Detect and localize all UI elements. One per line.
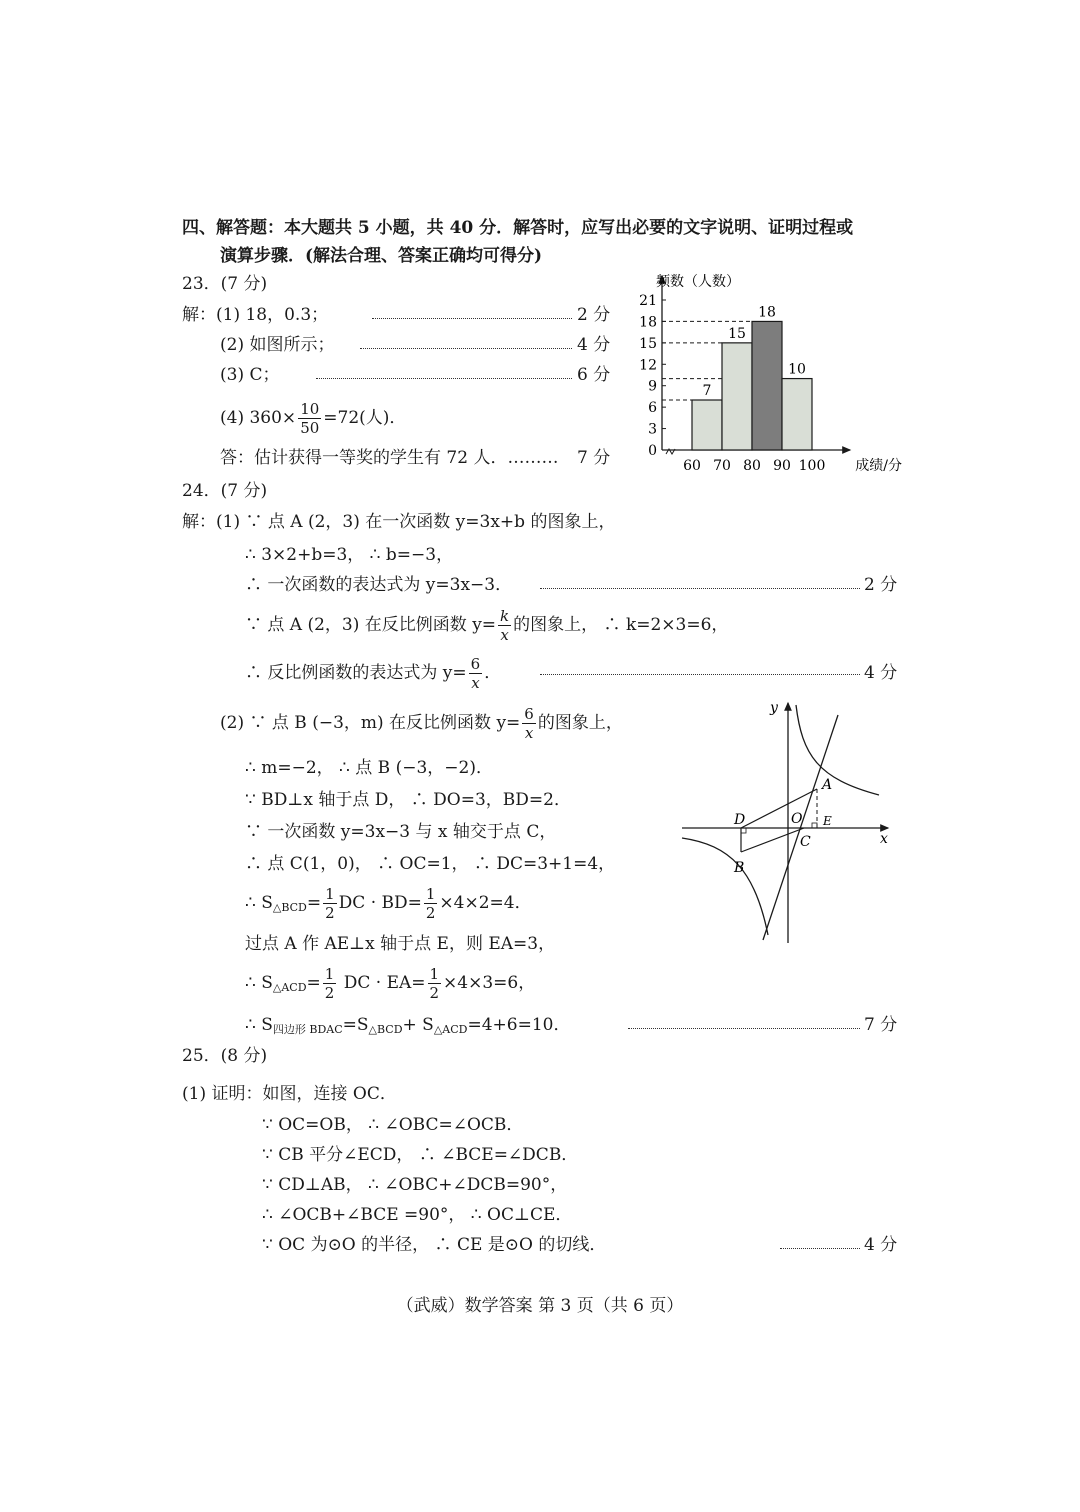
denominator: 50 [300, 419, 320, 437]
function-graph [670, 695, 900, 950]
q24-points-2: 4 分 [864, 663, 898, 683]
q23-points-4: 7 分 [577, 448, 611, 468]
page-footer: （武威）数学答案 第 3 页（共 6 页） [396, 1296, 684, 1316]
leader-dots [540, 588, 860, 589]
text: + S [402, 1015, 434, 1035]
text: ∴ S [245, 973, 273, 993]
segment-BC [741, 828, 804, 852]
q24-l4-pre: ∵ 点 A (2，3) 在反比例函数 y= [245, 615, 497, 635]
q24-line-14 [245, 1014, 570, 1041]
q24-line-8: ∵ BD⊥x 轴于点 D， ∴ DO=3，BD=2． [245, 790, 571, 810]
q24-line-1: 解：(1) ∵ 点 A (2，3) 在一次函数 y=3x+b 的图象上， [182, 512, 616, 532]
numerator: 10 [300, 400, 320, 418]
y-tick-label: 3 [648, 421, 657, 438]
q23-answer-3: (3) C； [220, 365, 280, 385]
section-heading-line2: 演算步骤．(解法合理、答案正确均可得分) [220, 246, 543, 266]
text: ×4×3=6， [443, 973, 536, 993]
denominator: 2 [324, 984, 335, 1002]
section-heading-line1: 四、解答题：本大题共 5 小题，共 40 分．解答时，应写出必要的文字说明、证明过程或 [182, 218, 854, 238]
y-axis-label: y [770, 700, 778, 716]
histogram-bar [782, 379, 812, 450]
hyperbola-branch-lower [682, 838, 768, 935]
q24-points-3: 7 分 [864, 1015, 898, 1035]
denominator: 2 [425, 904, 436, 922]
subscript: △ACD [433, 1023, 468, 1036]
histogram-bar [752, 321, 782, 450]
fraction [498, 607, 511, 644]
q25-line-2: ∵ OC=OB， ∴ ∠OBC=∠OCB． [262, 1115, 524, 1135]
q24-line-3: ∴ 一次函数的表达式为 y=3x−3． [245, 575, 513, 595]
q24-line-10: ∴ 点 C(1，0)， ∴ OC=1， ∴ DC=3+1=4， [245, 854, 616, 874]
q23-conclusion: 答：估计获得一等奖的学生有 72 人．……… [220, 448, 559, 468]
point-A-label: A [822, 777, 833, 793]
text: DC · EA= [338, 973, 426, 993]
denominator: x [500, 626, 509, 644]
numerator: 1 [425, 885, 436, 903]
leader-dots [540, 674, 860, 675]
denominator: 2 [429, 984, 440, 1002]
q24-l5-pre: ∴ 反比例函数的表达式为 y= [245, 663, 467, 683]
numerator: 1 [429, 965, 440, 983]
q25-points-1: 4 分 [864, 1235, 898, 1255]
text: DC · BD= [338, 893, 422, 913]
q24-line-9: ∵ 一次函数 y=3x−3 与 x 轴交于点 C， [245, 822, 557, 842]
x-tick-label: 90 [773, 458, 791, 474]
x-tick-label: 80 [743, 458, 761, 474]
numerator: 1 [324, 965, 335, 983]
point-B-label: B [734, 860, 745, 876]
fraction [323, 965, 337, 1002]
subscript: △BCD [272, 901, 307, 914]
text: =4+6=10． [467, 1015, 571, 1035]
numerator: 6 [524, 705, 534, 723]
subscript: 四边形 BDAC [272, 1023, 343, 1036]
leader-dots [316, 378, 572, 379]
leader-dots [628, 1028, 860, 1029]
q23-points-2: 4 分 [577, 335, 611, 355]
q25-line-5: ∴ ∠OCB+∠BCE =90°， ∴ OC⊥CE． [262, 1205, 573, 1225]
fraction [298, 400, 321, 437]
numerator: k [500, 607, 510, 625]
q24-points-1: 2 分 [864, 575, 898, 595]
q24-line-2: ∴ 3×2+b=3， ∴ b=−3， [245, 545, 454, 565]
leader-dots [360, 348, 572, 349]
x-tick-label: 70 [713, 458, 731, 474]
y-tick-label: 21 [639, 293, 657, 309]
numerator: 1 [325, 885, 335, 903]
q24-l6-pre: (2) ∵ 点 B (−3，m) 在反比例函数 y= [220, 713, 521, 733]
q23-heading: 23．(7 分) [182, 274, 268, 294]
q23-points-1: 2 分 [577, 305, 611, 325]
fraction [469, 655, 483, 692]
y-tick-label: 18 [639, 314, 657, 331]
bar-value-label: 10 [788, 361, 806, 378]
bar-value-label: 15 [728, 325, 746, 342]
text: = [306, 893, 322, 913]
denominator: 2 [325, 904, 335, 922]
q24-l6-post: 的图象上， [537, 713, 623, 733]
histogram-bar [692, 400, 722, 450]
q25-line-1: (1) 证明：如图，连接 OC． [182, 1084, 397, 1104]
q24-l4-post: 的图象上， ∴ k=2×3=6， [513, 615, 729, 635]
y-tick-label: 15 [639, 335, 657, 352]
numerator: 6 [470, 655, 481, 673]
denominator: x [524, 724, 534, 742]
subscript: △ACD [272, 981, 307, 994]
q24-line-13 [245, 959, 535, 1012]
q24-line-5 [245, 649, 501, 697]
frequency-histogram [620, 262, 910, 477]
y-tick-label: 9 [648, 378, 657, 395]
q24-heading: 24．(7 分) [182, 481, 268, 501]
q23-points-3: 6 分 [577, 365, 611, 385]
bar-value-label: 18 [758, 304, 776, 321]
q24-line-7: ∴ m=−2， ∴ 点 B (−3，−2)． [245, 758, 493, 778]
y-tick-label: 12 [639, 357, 657, 374]
point-D-label: D [734, 812, 746, 828]
fraction [428, 965, 442, 1002]
point-E-label: E [823, 814, 832, 828]
point-O-label: O [791, 811, 803, 827]
q25-line-6: ∵ OC 为⊙O 的半径， ∴ CE 是⊙O 的切线． [262, 1235, 607, 1255]
subscript: △BCD [368, 1023, 403, 1036]
q23-a4-post: =72(人)． [323, 408, 407, 428]
q23-answer-4 [220, 394, 406, 442]
right-angle-mark [812, 823, 817, 828]
text: = [306, 973, 321, 993]
text: ×4×2=4． [439, 893, 532, 913]
text: =S [342, 1015, 369, 1035]
leader-dots [372, 318, 572, 319]
x-axis-label: x [880, 831, 888, 847]
segment-DA [741, 789, 817, 828]
x-axis-title: 成绩/分 [855, 458, 902, 474]
q24-l5-post: ． [484, 663, 502, 683]
q24-line-11 [245, 879, 532, 932]
histogram-bar [722, 343, 752, 450]
y-tick-label: 0 [648, 443, 657, 459]
bar-value-label: 7 [702, 383, 712, 399]
text: ∴ S [245, 1015, 273, 1035]
right-angle-mark [741, 828, 746, 833]
q24-line-12: 过点 A 作 AE⊥x 轴于点 E，则 EA=3， [245, 934, 556, 954]
y-axis-title: 频数（人数） [656, 274, 740, 290]
q23-a4-pre: (4) 360× [220, 408, 297, 428]
q25-line-4: ∵ CD⊥AB， ∴ ∠OBC+∠DCB=90°， [262, 1175, 568, 1195]
y-tick-label: 6 [648, 400, 657, 417]
q24-line-6 [220, 699, 623, 747]
leader-dots [780, 1248, 860, 1249]
x-tick-label: 60 [683, 458, 701, 474]
fraction [424, 885, 438, 922]
q23-answer-1: 解：(1) 18，0.3； [182, 305, 329, 325]
fraction [522, 705, 536, 742]
q25-line-3: ∵ CB 平分∠ECD， ∴ ∠BCE=∠DCB． [262, 1145, 579, 1165]
text: ∴ S [245, 893, 273, 913]
q23-answer-2: (2) 如图所示； [220, 335, 335, 355]
q24-line-4 [245, 601, 728, 649]
fraction [323, 885, 337, 922]
denominator: x [471, 674, 480, 692]
x-tick-label: 100 [798, 458, 826, 474]
q25-heading: 25．(8 分) [182, 1046, 268, 1066]
point-C-label: C [800, 834, 811, 850]
